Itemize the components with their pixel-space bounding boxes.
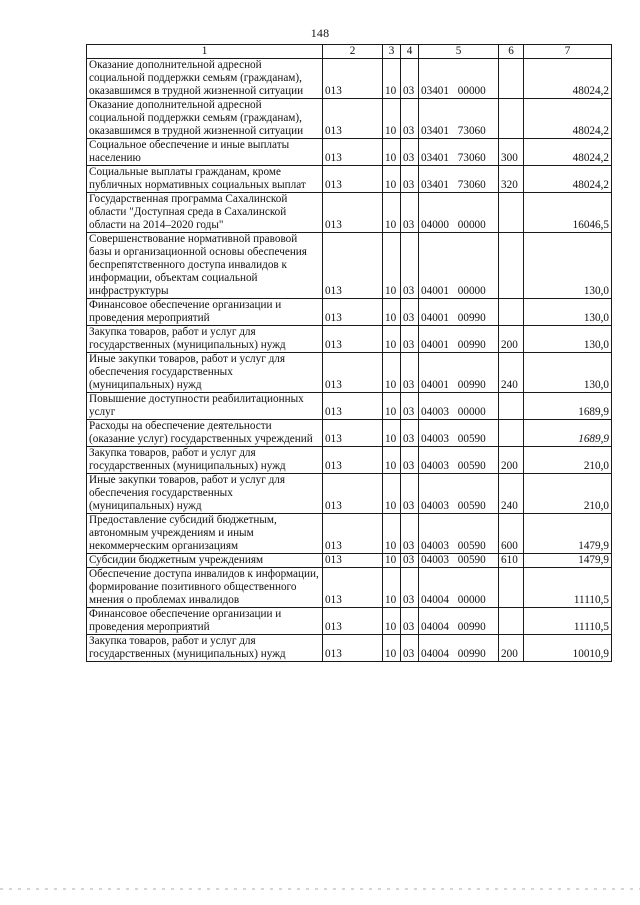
row-subsection: 03: [401, 166, 419, 193]
row-name: Предоставление субсидий бюджетным, автономным учреждениям и иным некоммерческим организациям: [87, 514, 323, 554]
row-section: 10: [383, 233, 401, 299]
row-code: 013: [323, 299, 383, 326]
row-name: Государственная программа Сахалинской области "Доступная среда в Сахалинской области на 2014–2020 годы": [87, 193, 323, 233]
row-code: 013: [323, 193, 383, 233]
row-code: 013: [323, 420, 383, 447]
row-section: 10: [383, 193, 401, 233]
row-subsection: 03: [401, 193, 419, 233]
table-row: [87, 326, 612, 353]
row-subsection: 03: [401, 233, 419, 299]
row-code: 013: [323, 59, 383, 99]
row-target-article: 04001 00990: [419, 353, 499, 393]
row-section: 10: [383, 393, 401, 420]
row-subsection: 03: [401, 99, 419, 139]
row-subsection: 03: [401, 635, 419, 662]
row-expense-type: 200: [499, 447, 524, 474]
row-sum: 48024,2: [524, 166, 612, 193]
header-cell: 3: [383, 45, 401, 59]
row-code: 013: [323, 514, 383, 554]
table-row: [87, 568, 612, 608]
row-subsection: 03: [401, 353, 419, 393]
row-code: 013: [323, 139, 383, 166]
row-name: Обеспечение доступа инвалидов к информации, формирование позитивного общественного мнения о проблемах инвалидов: [87, 568, 323, 608]
row-section: 10: [383, 99, 401, 139]
row-subsection: 03: [401, 299, 419, 326]
table-row: [87, 554, 612, 568]
table-row: [87, 608, 612, 635]
row-code: 013: [323, 353, 383, 393]
table-row: [87, 353, 612, 393]
row-target-article: 04000 00000: [419, 193, 499, 233]
row-section: 10: [383, 608, 401, 635]
row-section: 10: [383, 514, 401, 554]
row-expense-type: 600: [499, 514, 524, 554]
row-target-article: 03401 73060: [419, 139, 499, 166]
row-section: 10: [383, 353, 401, 393]
row-section: 10: [383, 474, 401, 514]
row-target-article: 04003 00590: [419, 514, 499, 554]
row-section: 10: [383, 568, 401, 608]
row-subsection: 03: [401, 474, 419, 514]
header-cell: 5: [419, 45, 499, 59]
row-section: 10: [383, 59, 401, 99]
row-target-article: 04003 00590: [419, 420, 499, 447]
row-sum: 210,0: [524, 474, 612, 514]
row-expense-type: [499, 393, 524, 420]
row-expense-type: 240: [499, 353, 524, 393]
row-sum: 1479,9: [524, 514, 612, 554]
row-expense-type: [499, 233, 524, 299]
row-sum: 1689,9: [524, 420, 612, 447]
row-name: Иные закупки товаров, работ и услуг для обеспечения государственных (муниципальных) нужд: [87, 474, 323, 514]
row-name: Закупка товаров, работ и услуг для государственных (муниципальных) нужд: [87, 326, 323, 353]
row-target-article: 04003 00590: [419, 554, 499, 568]
row-code: 013: [323, 554, 383, 568]
page-number: 148: [310, 26, 330, 40]
row-code: 013: [323, 635, 383, 662]
scan-artifact-line: [0, 888, 640, 890]
row-subsection: 03: [401, 420, 419, 447]
row-subsection: 03: [401, 568, 419, 608]
row-name: Субсидии бюджетным учреждениям: [87, 554, 323, 568]
row-expense-type: 200: [499, 635, 524, 662]
row-sum: 48024,2: [524, 59, 612, 99]
row-sum: 48024,2: [524, 139, 612, 166]
row-code: 013: [323, 233, 383, 299]
header-cell: 7: [524, 45, 612, 59]
table-row: [87, 447, 612, 474]
row-expense-type: 320: [499, 166, 524, 193]
row-name: Закупка товаров, работ и услуг для государственных (муниципальных) нужд: [87, 635, 323, 662]
table-row: [87, 420, 612, 447]
row-target-article: 03401 73060: [419, 99, 499, 139]
row-sum: 1479,9: [524, 554, 612, 568]
row-target-article: 04001 00990: [419, 299, 499, 326]
row-expense-type: [499, 299, 524, 326]
row-subsection: 03: [401, 514, 419, 554]
table-row: [87, 299, 612, 326]
row-section: 10: [383, 299, 401, 326]
row-expense-type: [499, 59, 524, 99]
row-expense-type: [499, 99, 524, 139]
header-cell: 4: [401, 45, 419, 59]
row-target-article: 04003 00000: [419, 393, 499, 420]
header-row: [87, 45, 612, 59]
row-expense-type: [499, 568, 524, 608]
row-name: Финансовое обеспечение организации и проведения мероприятий: [87, 608, 323, 635]
header-cell: 6: [499, 45, 524, 59]
table-row: [87, 139, 612, 166]
row-target-article: 03401 00000: [419, 59, 499, 99]
row-subsection: 03: [401, 608, 419, 635]
header-cell: 2: [323, 45, 383, 59]
row-name: Социальное обеспечение и иные выплаты населению: [87, 139, 323, 166]
row-sum: 130,0: [524, 299, 612, 326]
row-sum: 130,0: [524, 353, 612, 393]
row-sum: 130,0: [524, 326, 612, 353]
table-body: [87, 59, 612, 662]
row-name: Совершенствование нормативной правовой базы и организационной основы обеспечения беспрепятственного доступа инвалидов к информации, объектам социальной инфраструктуры: [87, 233, 323, 299]
row-expense-type: 610: [499, 554, 524, 568]
row-section: 10: [383, 635, 401, 662]
table-row: [87, 635, 612, 662]
row-target-article: 03401 73060: [419, 166, 499, 193]
row-sum: 1689,9: [524, 393, 612, 420]
row-target-article: 04001 00990: [419, 326, 499, 353]
row-subsection: 03: [401, 447, 419, 474]
row-expense-type: [499, 420, 524, 447]
row-sum: 11110,5: [524, 608, 612, 635]
row-name: Расходы на обеспечение деятельности (оказание услуг) государственных учреждений: [87, 420, 323, 447]
row-expense-type: 300: [499, 139, 524, 166]
row-section: 10: [383, 326, 401, 353]
row-code: 013: [323, 99, 383, 139]
row-expense-type: 240: [499, 474, 524, 514]
table-row: [87, 193, 612, 233]
row-target-article: 04004 00000: [419, 568, 499, 608]
row-target-article: 04004 00990: [419, 635, 499, 662]
budget-table: [86, 44, 612, 662]
row-name: Социальные выплаты гражданам, кроме публичных нормативных социальных выплат: [87, 166, 323, 193]
row-code: 013: [323, 447, 383, 474]
row-name: Финансовое обеспечение организации и проведения мероприятий: [87, 299, 323, 326]
row-code: 013: [323, 568, 383, 608]
row-name: Повышение доступности реабилитационных услуг: [87, 393, 323, 420]
row-expense-type: [499, 608, 524, 635]
row-subsection: 03: [401, 59, 419, 99]
row-section: 10: [383, 420, 401, 447]
row-code: 013: [323, 608, 383, 635]
row-sum: 130,0: [524, 233, 612, 299]
row-sum: 16046,5: [524, 193, 612, 233]
row-sum: 11110,5: [524, 568, 612, 608]
header-cell: 1: [87, 45, 323, 59]
row-subsection: 03: [401, 554, 419, 568]
row-sum: 210,0: [524, 447, 612, 474]
row-code: 013: [323, 474, 383, 514]
row-sum: 10010,9: [524, 635, 612, 662]
row-code: 013: [323, 166, 383, 193]
table-row: [87, 514, 612, 554]
table-row: [87, 59, 612, 99]
row-section: 10: [383, 554, 401, 568]
table-row: [87, 474, 612, 514]
row-section: 10: [383, 447, 401, 474]
row-target-article: 04001 00000: [419, 233, 499, 299]
row-name: Оказание дополнительной адресной социальной поддержки семьям (гражданам), оказавшимся в трудной жизненной ситуации: [87, 59, 323, 99]
row-name: Закупка товаров, работ и услуг для государственных (муниципальных) нужд: [87, 447, 323, 474]
row-section: 10: [383, 166, 401, 193]
row-name: Оказание дополнительной адресной социальной поддержки семьям (гражданам), оказавшимся в трудной жизненной ситуации: [87, 99, 323, 139]
row-sum: 48024,2: [524, 99, 612, 139]
table-row: [87, 166, 612, 193]
row-section: 10: [383, 139, 401, 166]
table-row: [87, 99, 612, 139]
row-code: 013: [323, 393, 383, 420]
row-target-article: 04004 00990: [419, 608, 499, 635]
row-subsection: 03: [401, 393, 419, 420]
row-target-article: 04003 00590: [419, 474, 499, 514]
row-subsection: 03: [401, 139, 419, 166]
row-expense-type: 200: [499, 326, 524, 353]
row-expense-type: [499, 193, 524, 233]
row-code: 013: [323, 326, 383, 353]
row-subsection: 03: [401, 326, 419, 353]
row-name: Иные закупки товаров, работ и услуг для обеспечения государственных (муниципальных) нужд: [87, 353, 323, 393]
table-row: [87, 393, 612, 420]
table-row: [87, 233, 612, 299]
row-target-article: 04003 00590: [419, 447, 499, 474]
